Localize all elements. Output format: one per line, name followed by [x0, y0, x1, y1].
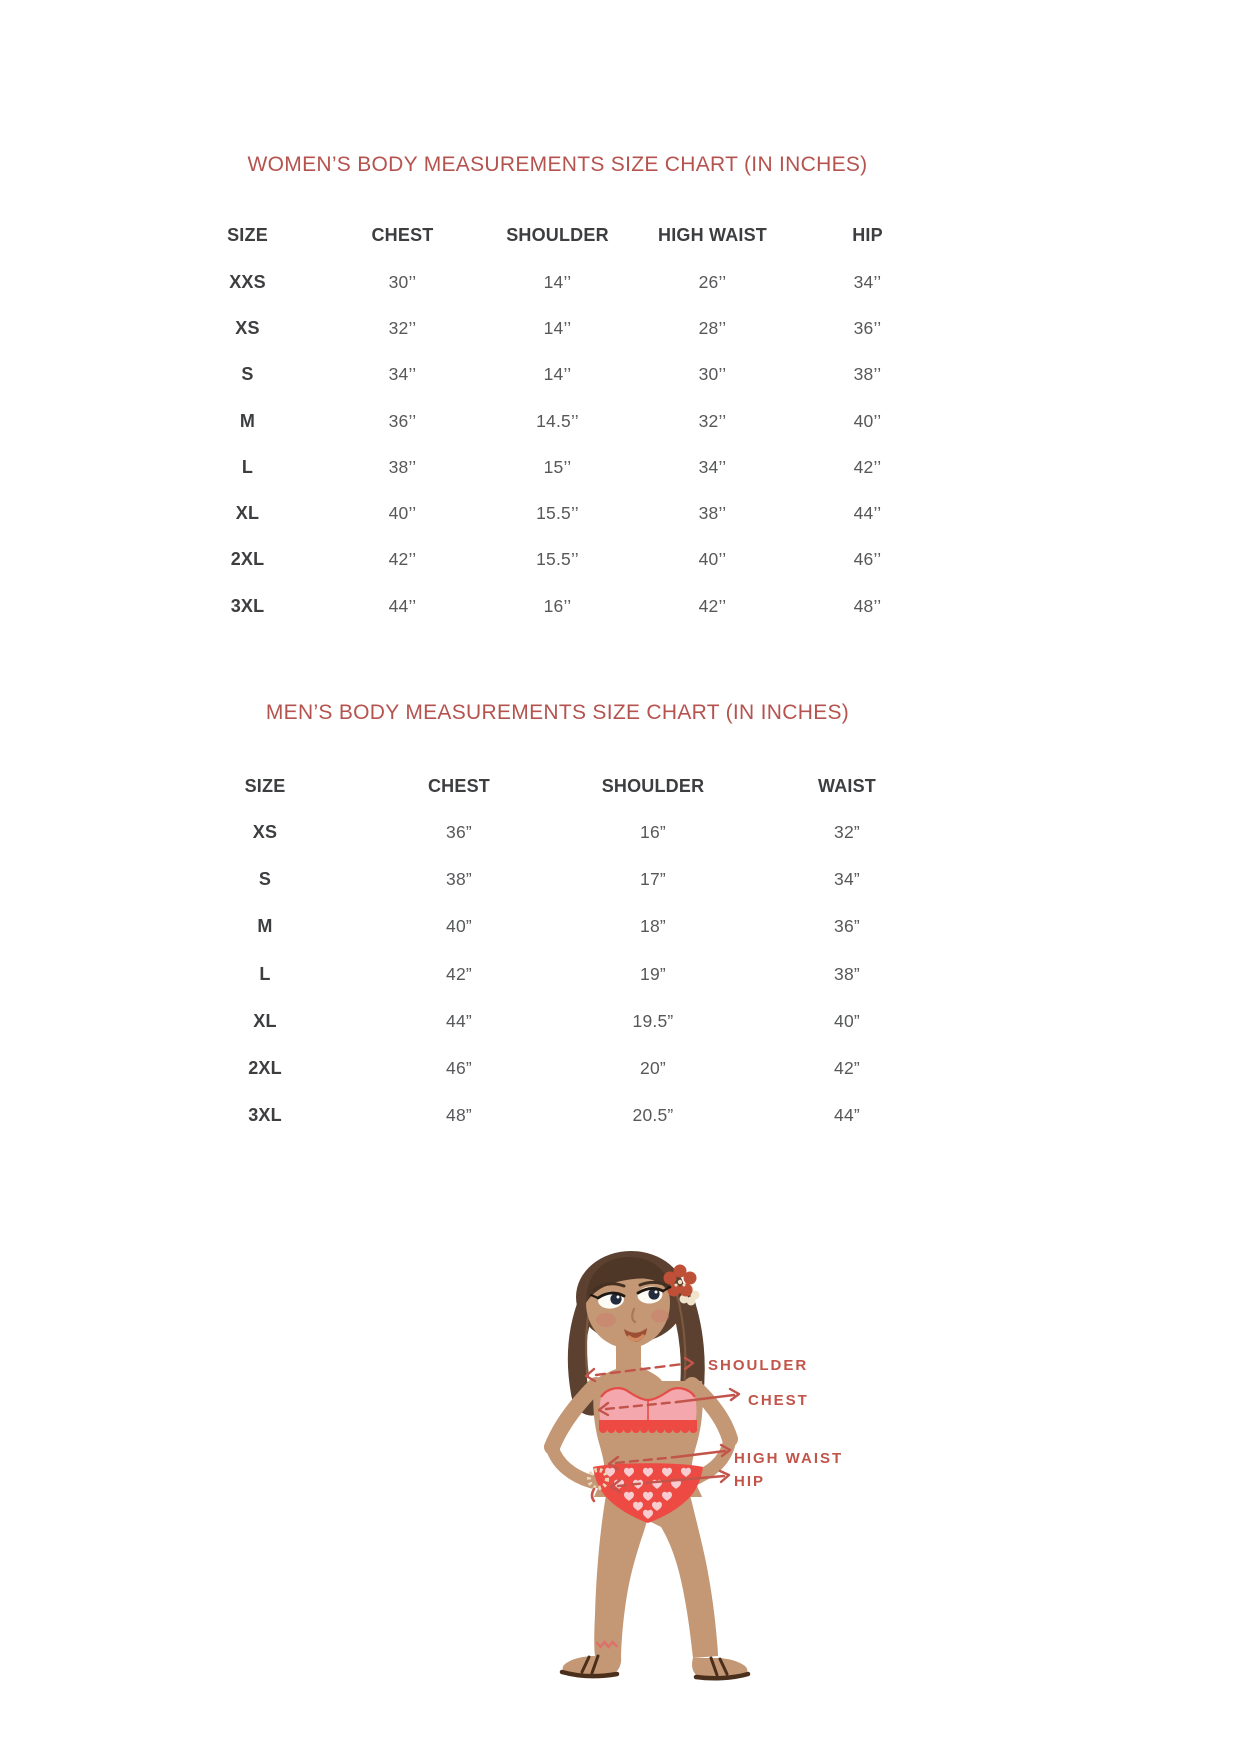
women-row-hip: 38’’ [853, 364, 882, 385]
women-row-size: 2XL [230, 549, 265, 570]
women-chart-title: WOMEN’S BODY MEASUREMENTS SIZE CHART (IN INCHES) [247, 153, 868, 176]
men-row-chest: 42” [446, 963, 472, 984]
men-row-size: XS [252, 822, 278, 843]
men-row-chest: 46” [446, 1058, 472, 1079]
women-row-chest: 32’’ [388, 317, 417, 338]
women-row-high-waist: 38’’ [698, 503, 727, 524]
men-row-shoulder: 19” [640, 963, 666, 984]
men-row-shoulder: 18” [640, 916, 666, 937]
girl-figure [552, 1251, 748, 1678]
women-row-shoulder: 16’’ [543, 595, 572, 616]
women-row-size: XXS [229, 271, 266, 292]
women-row-hip: 44’’ [853, 503, 882, 524]
women-row-hip: 34’’ [853, 271, 882, 292]
men-row-waist: 44” [834, 1105, 860, 1126]
men-row-waist: 40” [834, 1010, 860, 1031]
women-row-size: L [241, 456, 254, 477]
hip-annotation-label: HIP [734, 1473, 766, 1490]
women-row-size: 3XL [230, 595, 265, 616]
women-header-shoulder: SHOULDER [506, 225, 609, 245]
men-row-chest: 40” [446, 916, 472, 937]
women-row-shoulder: 15.5’’ [536, 503, 579, 524]
women-row-high-waist: 30’’ [698, 364, 727, 385]
women-row-chest: 42’’ [388, 549, 417, 570]
women-row-size: XS [235, 317, 260, 338]
men-header-shoulder: SHOULDER [601, 775, 705, 796]
women-row-chest: 38’’ [388, 456, 417, 477]
women-row-high-waist: 28’’ [698, 317, 727, 338]
men-row-shoulder: 17” [640, 869, 666, 890]
women-row-shoulder: 14’’ [543, 317, 572, 338]
men-chart-title: MEN’S BODY MEASUREMENTS SIZE CHART (IN INCHES) [265, 701, 850, 724]
women-row-shoulder: 14.5’’ [536, 410, 579, 431]
men-row-size: M [257, 916, 273, 937]
women-header-high-waist: HIGH WAIST [658, 225, 767, 245]
sandals [562, 1656, 748, 1678]
men-header-chest: CHEST [427, 775, 490, 796]
women-header-hip: HIP [852, 225, 883, 245]
men-header-waist: WAIST [818, 775, 876, 796]
women-row-shoulder: 14’’ [543, 364, 572, 385]
men-row-size: XL [253, 1010, 277, 1031]
men-row-shoulder: 20” [640, 1058, 666, 1079]
women-row-hip: 46’’ [853, 549, 882, 570]
men-row-size: 3XL [248, 1105, 282, 1126]
women-row-chest: 40’’ [388, 503, 417, 524]
women-row-size: M [239, 410, 256, 431]
women-header-size: SIZE [227, 225, 268, 245]
men-row-waist: 34” [834, 869, 860, 890]
women-row-chest: 30’’ [388, 271, 417, 292]
women-row-chest: 36’’ [388, 410, 417, 431]
women-row-hip: 48’’ [853, 595, 882, 616]
women-header-chest: CHEST [371, 225, 434, 245]
women-row-high-waist: 32’’ [698, 410, 727, 431]
women-row-shoulder: 14’’ [543, 271, 572, 292]
men-row-chest: 38” [446, 869, 472, 890]
men-row-chest: 48” [446, 1105, 472, 1126]
men-row-waist: 36” [834, 916, 860, 937]
men-row-shoulder: 20.5” [632, 1105, 674, 1126]
women-row-hip: 40’’ [853, 410, 882, 431]
women-row-size: S [241, 364, 254, 385]
women-row-high-waist: 42’’ [698, 595, 727, 616]
women-row-shoulder: 15’’ [543, 456, 572, 477]
men-size-chart [168, 763, 944, 1139]
women-row-high-waist: 34’’ [698, 456, 727, 477]
women-row-size: XL [235, 503, 260, 524]
men-header-size: SIZE [244, 775, 286, 796]
men-row-chest: 36” [446, 822, 472, 843]
men-row-size: S [258, 869, 272, 890]
men-row-size: 2XL [248, 1058, 282, 1079]
women-row-high-waist: 26’’ [698, 271, 727, 292]
women-row-chest: 34’’ [388, 364, 417, 385]
high-waist-annotation-label: HIGH WAIST [734, 1450, 844, 1467]
men-row-chest: 44” [446, 1010, 472, 1031]
women-row-hip: 36’’ [853, 317, 882, 338]
shoulder-annotation-label: SHOULDER [708, 1357, 809, 1374]
size-guide-illustration [440, 1245, 844, 1685]
women-size-chart [170, 212, 945, 629]
women-row-hip: 42’’ [853, 456, 882, 477]
women-row-chest: 44’’ [388, 595, 417, 616]
chest-annotation-label: CHEST [748, 1392, 809, 1409]
men-row-size: L [259, 963, 271, 984]
men-row-shoulder: 19.5” [632, 1010, 674, 1031]
women-row-high-waist: 40’’ [698, 549, 727, 570]
men-row-waist: 32” [834, 822, 860, 843]
women-row-shoulder: 15.5’’ [536, 549, 579, 570]
men-row-shoulder: 16” [640, 822, 666, 843]
men-row-waist: 42” [834, 1058, 860, 1079]
men-row-waist: 38” [834, 963, 860, 984]
